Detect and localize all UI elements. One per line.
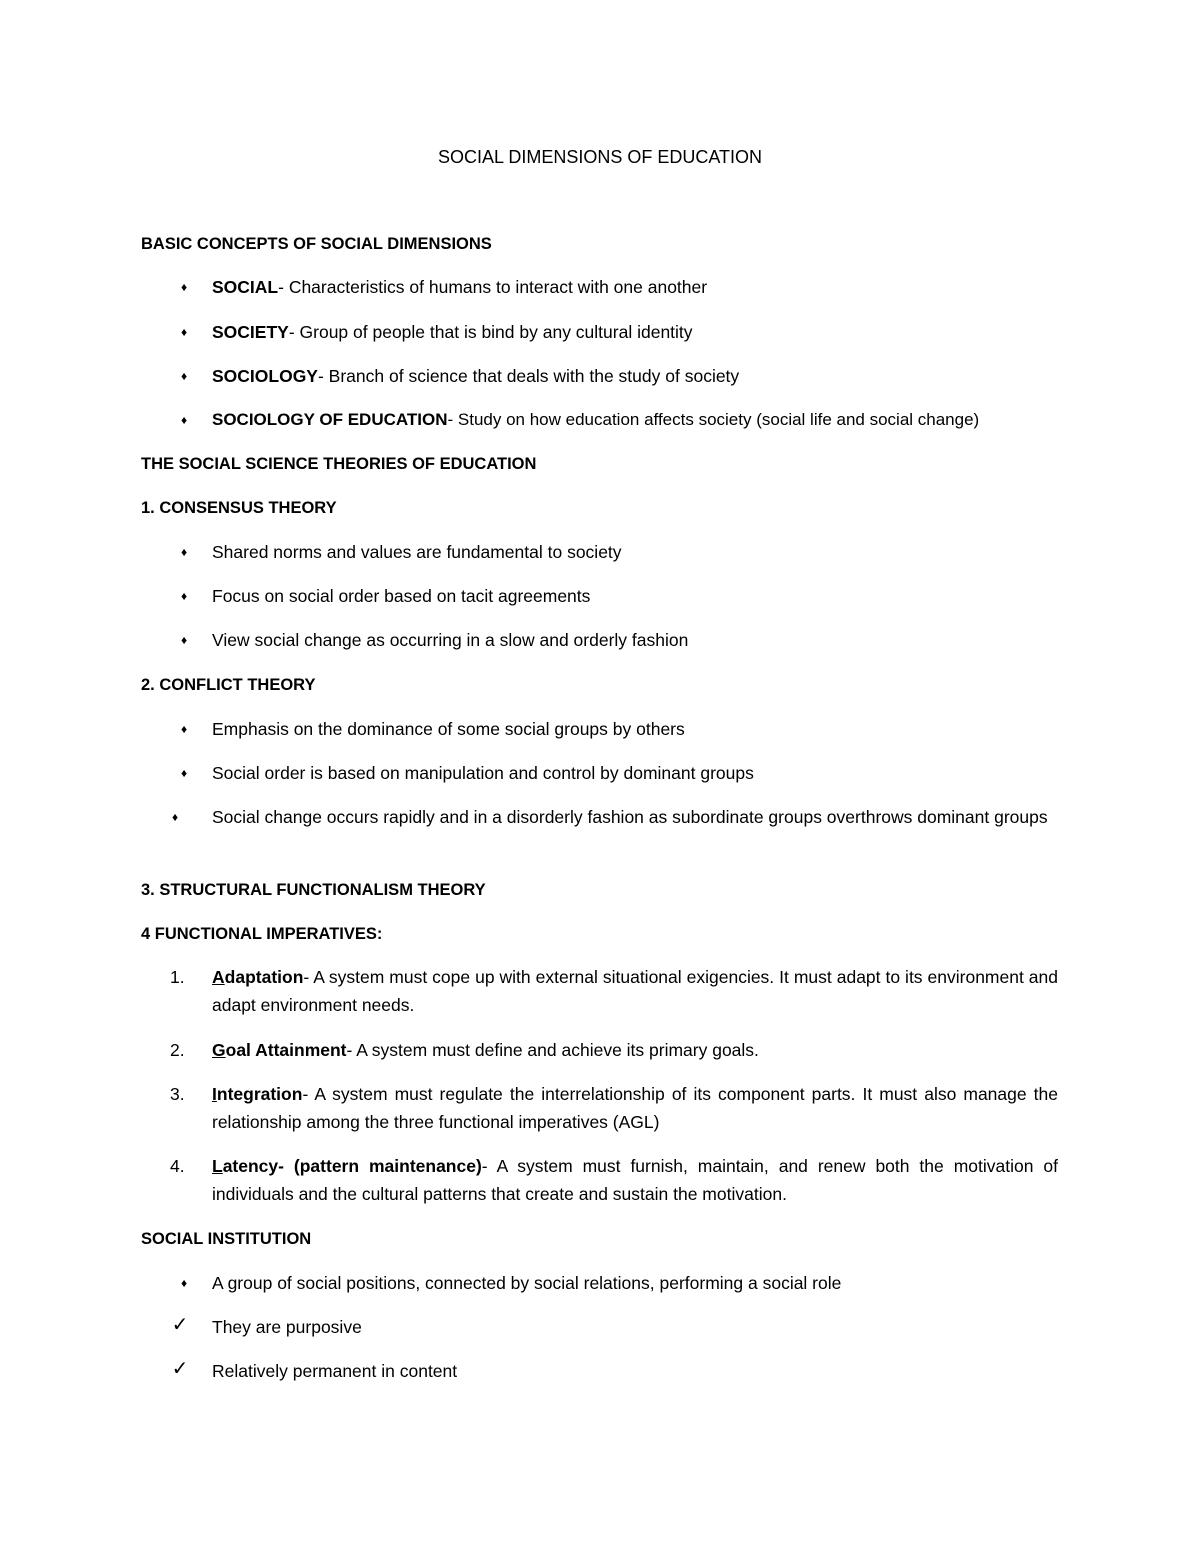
- term: Integration: [212, 1084, 303, 1104]
- list-item: [180, 273, 1058, 301]
- bullet-icon: ♦: [180, 545, 188, 559]
- document-title: SOCIAL DIMENSIONS OF EDUCATION: [437, 147, 763, 167]
- checkmark-icon: ✓: [171, 1358, 189, 1380]
- numbered-item: [170, 1036, 1058, 1064]
- section-heading-functional-imperatives: 4 FUNCTIONAL IMPERATIVES:: [141, 925, 383, 943]
- term: Latency- (pattern maintenance): [212, 1156, 482, 1176]
- definition: - A system must regulate the interrelationship of its component parts. It must also manage the relationship among the three functional imperatives (AGL): [212, 1084, 1058, 1132]
- term: SOCIETY: [212, 322, 289, 342]
- bullet-icon: ♦: [180, 1276, 188, 1290]
- bullet-icon: ♦: [180, 369, 188, 383]
- list-item: ♦ Social order is based on manipulation and control by dominant groups: [212, 759, 1058, 787]
- list-item: [180, 362, 1058, 390]
- bullet-icon: ♦: [180, 766, 188, 780]
- checklist-item: ✓ Relatively permanent in content: [212, 1357, 1058, 1385]
- section-heading-theories: THE SOCIAL SCIENCE THEORIES OF EDUCATION: [141, 455, 537, 473]
- subheading-conflict-theory: 2. CONFLICT THEORY: [141, 676, 316, 694]
- list-item: [180, 318, 1058, 346]
- definition: - Study on how education affects society (social life and social change): [447, 410, 980, 429]
- bullet-icon: ♦: [180, 413, 188, 427]
- checkmark-icon: ✓: [171, 1314, 189, 1336]
- item-number: 3.: [170, 1084, 185, 1104]
- definition: - A system must furnish, maintain, and renew both the motivation of individuals and the cultural patterns that create and sustain the motivation.: [212, 1156, 1058, 1204]
- list-item: ♦ Shared norms and values are fundamental to society: [212, 538, 1058, 566]
- definition: - A system must cope up with external situational exigencies. It must adapt to its environment and adapt environment needs.: [212, 967, 1058, 1015]
- bullet-icon: ♦: [180, 325, 188, 339]
- term: SOCIOLOGY: [212, 366, 318, 386]
- definition: - A system must define and achieve its primary goals.: [346, 1040, 759, 1060]
- item-number: 1.: [170, 967, 185, 987]
- bullet-icon: ♦: [172, 810, 179, 824]
- term: SOCIOLOGY OF EDUCATION: [212, 410, 448, 429]
- section-heading-basic-concepts: BASIC CONCEPTS OF SOCIAL DIMENSIONS: [141, 235, 492, 253]
- definition: - Characteristics of humans to interact with one another: [278, 277, 708, 297]
- term: Adaptation: [212, 967, 304, 987]
- subheading-consensus-theory: 1. CONSENSUS THEORY: [141, 499, 337, 517]
- definition: - Branch of science that deals with the study of society: [317, 366, 740, 386]
- list-item: ♦ Social change occurs rapidly and in a disorderly fashion as subordinate groups overthrows dominant groups: [212, 803, 1058, 831]
- item-number: 2.: [170, 1040, 185, 1060]
- list-item: [180, 406, 1058, 434]
- bullet-icon: ♦: [180, 722, 188, 736]
- list-item: ♦ View social change as occurring in a slow and orderly fashion: [212, 626, 1058, 654]
- list-item: ♦ Emphasis on the dominance of some social groups by others: [212, 715, 1058, 743]
- definition: - Group of people that is bind by any cultural identity: [288, 322, 693, 342]
- numbered-item: [170, 963, 1058, 1019]
- term: SOCIAL: [212, 277, 279, 297]
- bullet-icon: ♦: [180, 633, 188, 647]
- checklist-item: ✓ They are purposive: [212, 1313, 1058, 1341]
- numbered-item: [170, 1080, 1058, 1136]
- bullet-icon: ♦: [180, 589, 188, 603]
- section-heading-social-institution: SOCIAL INSTITUTION: [141, 1230, 312, 1248]
- bullet-icon: ♦: [180, 280, 188, 294]
- numbered-item: [170, 1152, 1058, 1208]
- list-item: ♦ A group of social positions, connected by social relations, performing a social role: [212, 1269, 1058, 1297]
- list-item: ♦ Focus on social order based on tacit agreements: [212, 582, 1058, 610]
- item-number: 4.: [170, 1156, 185, 1176]
- subheading-structural-functionalism: 3. STRUCTURAL FUNCTIONALISM THEORY: [141, 881, 486, 899]
- term: Goal Attainment: [212, 1040, 347, 1060]
